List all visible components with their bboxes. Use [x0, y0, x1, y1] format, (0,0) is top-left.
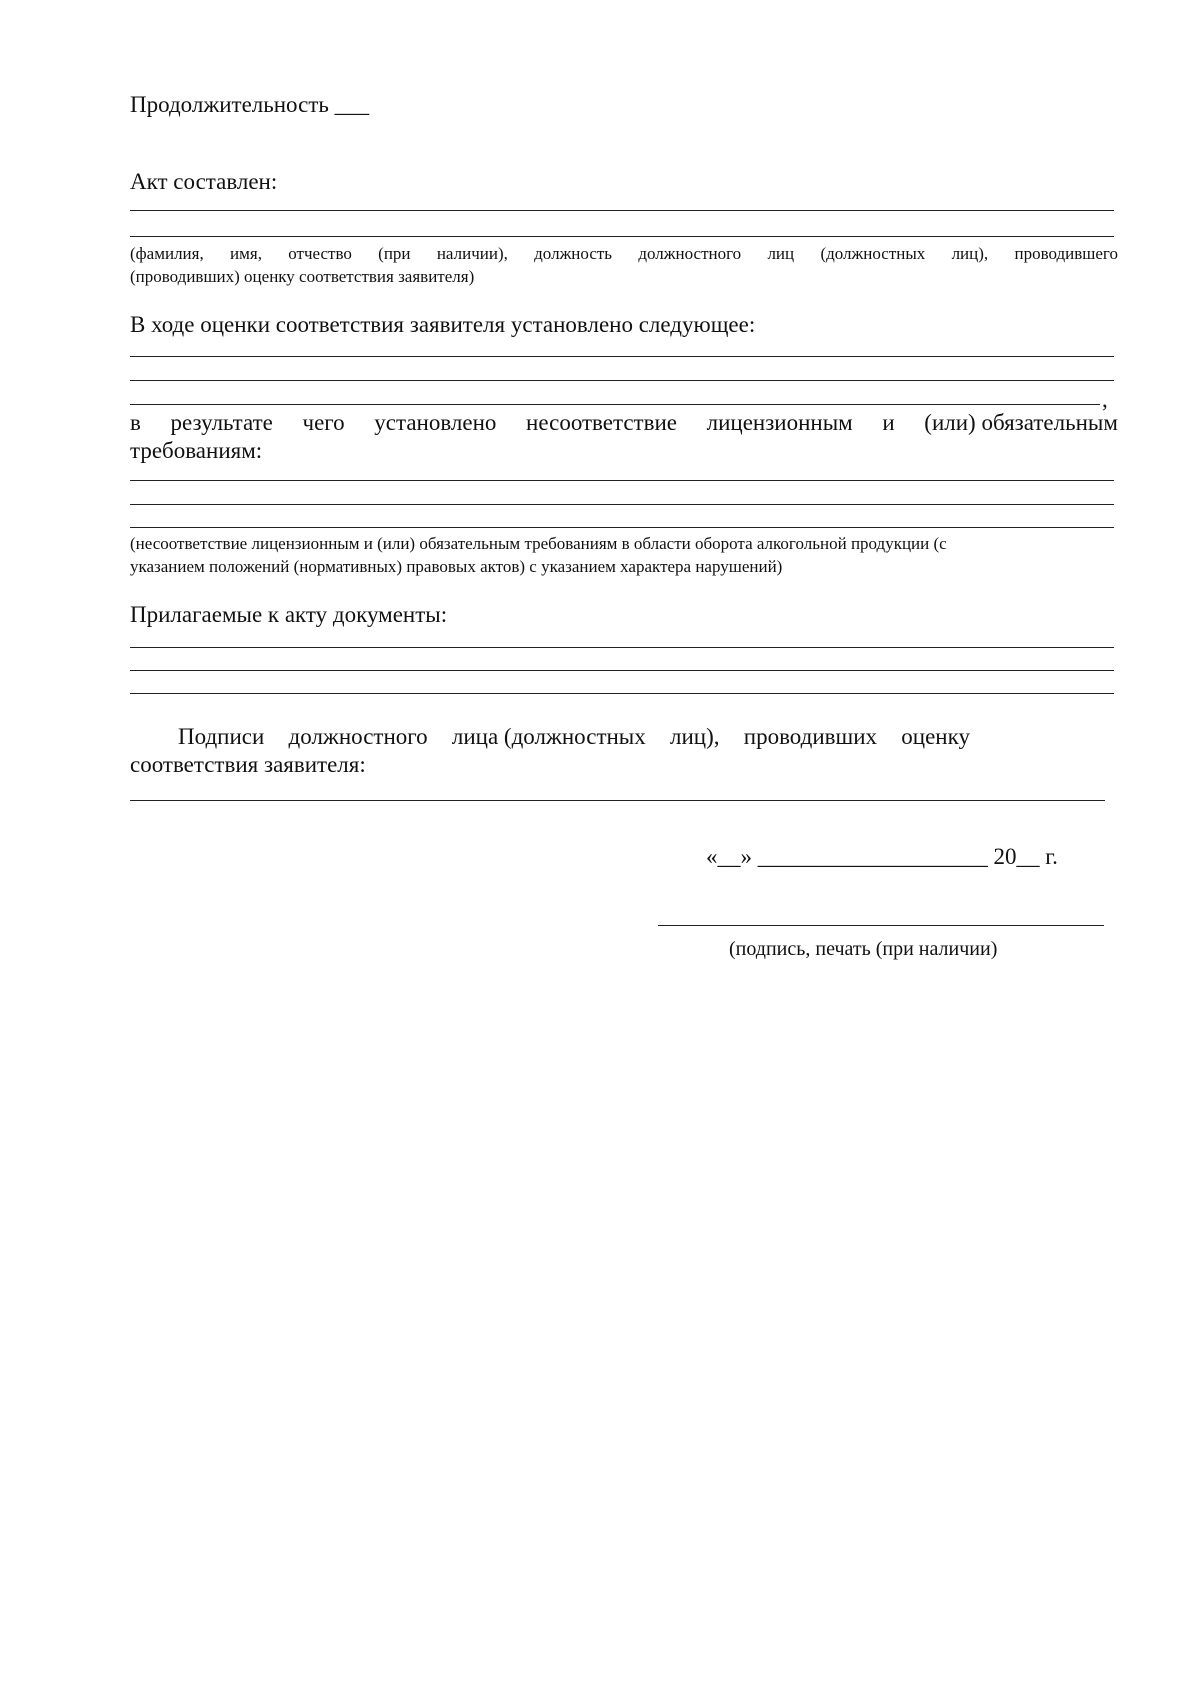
signatures-word: должностного [288, 724, 428, 749]
signatures-word: лиц), [670, 724, 720, 749]
officials-note-line-2: (проводивших) оценку соответствия заявителя) [130, 267, 475, 286]
officials-note-word: наличии), [436, 244, 508, 263]
duration-label: Продолжительность ___ [130, 92, 370, 117]
attachments-label: Прилагаемые к акту документы: [130, 602, 448, 627]
officials-note-word: (должностных [820, 244, 926, 263]
findings-comma: , [1102, 387, 1108, 412]
sign-stamp-caption: (подпись, печать (при наличии) [729, 938, 998, 960]
sign-stamp-line[interactable] [658, 925, 1104, 926]
officials-note-word: отчество [288, 244, 352, 263]
signatures-word: проводивших [743, 724, 878, 749]
attachments-input-line-2[interactable] [130, 670, 1114, 671]
nonconformity-note-line-1: (несоответствие лицензионным и (или) обязательным требованиям в области оборота алкогольной продукции (с [130, 534, 947, 553]
officials-note-word: должность [534, 244, 613, 263]
officials-note-word: (фамилия, [130, 244, 204, 263]
signatures-word: оценку [901, 724, 970, 749]
date-field[interactable]: «__» ____________________ 20__ г. [706, 844, 1058, 869]
attachments-input-line-1[interactable] [130, 647, 1114, 648]
result-word: результате [170, 410, 273, 435]
result-line-2: требованиям: [130, 438, 263, 463]
officials-input-line-1[interactable] [130, 210, 1114, 211]
signatures-line-2: соответствия заявителя: [130, 752, 366, 777]
signatures-input-line[interactable] [130, 800, 1105, 801]
findings-label: В ходе оценки соответствия заявителя установлено следующее: [130, 312, 756, 337]
officials-note-word: имя, [230, 244, 262, 263]
officials-note-word: проводившего [1014, 244, 1118, 263]
nonconformity-note-line-2: указанием положений (нормативных) правовых актов) с указанием характера нарушений) [130, 557, 783, 576]
signatures-word: Подписи [178, 724, 265, 749]
nonconformity-input-line-3[interactable] [130, 527, 1114, 528]
attachments-input-line-3[interactable] [130, 693, 1114, 694]
result-word: установлено [374, 410, 497, 435]
signatures-word: лица (должностных [451, 724, 646, 749]
officials-note-line-1 [130, 244, 1118, 264]
nonconformity-input-line-2[interactable] [130, 504, 1114, 505]
findings-input-line-1[interactable] [130, 356, 1114, 357]
findings-input-line-3[interactable] [130, 404, 1100, 405]
result-line-1 [130, 410, 1118, 436]
result-word: и [882, 410, 895, 435]
officials-note-word: лиц [767, 244, 795, 263]
officials-note-word: должностного [638, 244, 742, 263]
act-composed-label: Акт составлен: [130, 169, 278, 194]
officials-note-word: (при [378, 244, 411, 263]
result-word: (или) обязательным [924, 410, 1118, 435]
result-word: чего [302, 410, 345, 435]
nonconformity-input-line-1[interactable] [130, 480, 1114, 481]
findings-input-line-2[interactable] [130, 380, 1114, 381]
result-word: в [130, 410, 141, 435]
signatures-line-1 [178, 724, 970, 750]
officials-input-line-2[interactable] [130, 236, 1114, 237]
result-word: несоответствие [526, 410, 677, 435]
officials-note-word: лиц), [951, 244, 989, 263]
result-word: лицензионным [706, 410, 853, 435]
